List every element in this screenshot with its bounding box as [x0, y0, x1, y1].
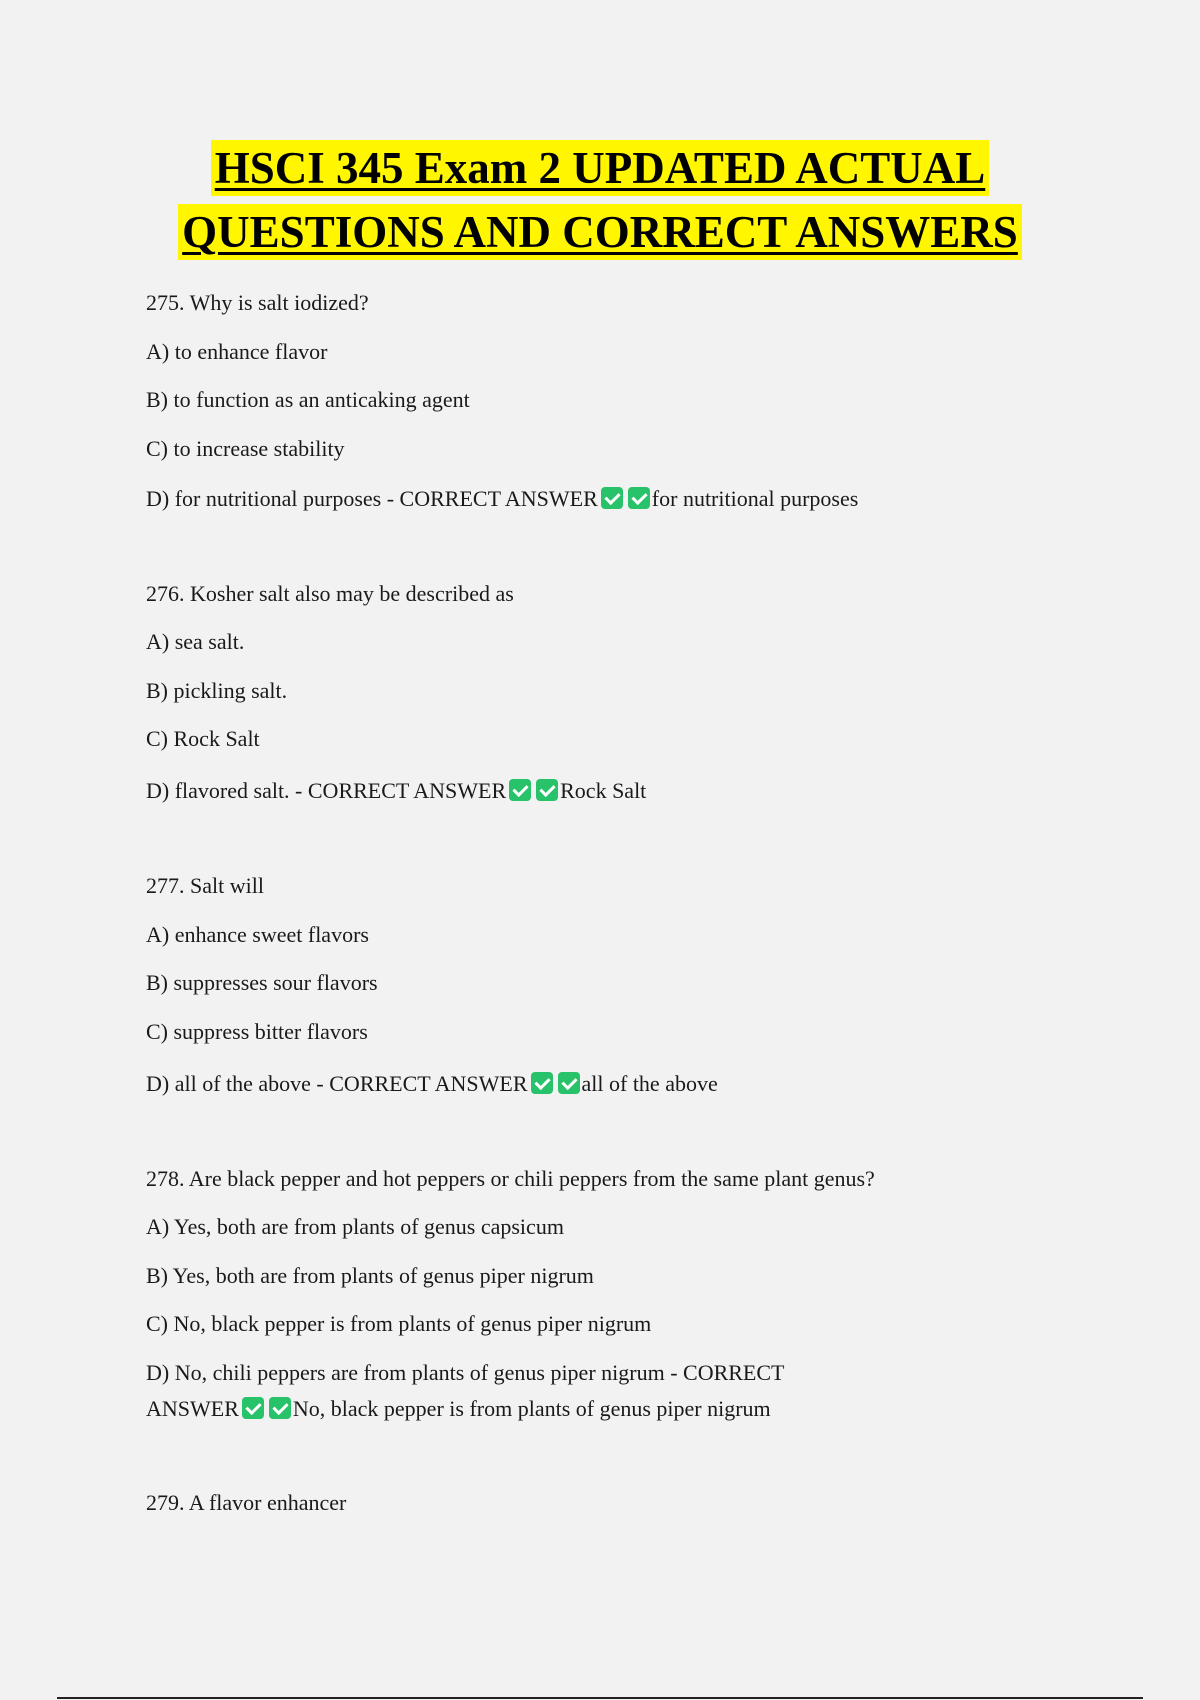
- checkmark-box-icon: [628, 487, 650, 509]
- checkmark-box-icon: [269, 1397, 291, 1419]
- option-a: A) to enhance flavor: [146, 338, 328, 364]
- option-d-answer: [146, 777, 1046, 805]
- option-b: B) Yes, both are from plants of genus piper nigrum: [146, 1262, 594, 1288]
- option-c: C) Rock Salt: [146, 726, 260, 751]
- option-a: A) Yes, both are from plants of genus capsicum: [146, 1214, 564, 1239]
- checkmark-box-icon: [558, 1072, 580, 1094]
- title-line-1: HSCI 345 Exam 2 UPDATED ACTUAL: [211, 140, 990, 196]
- checkmark-box-icon: [509, 779, 531, 801]
- option-a: A) sea salt.: [146, 629, 245, 654]
- question-prompt: 275. Why is salt iodized?: [146, 290, 369, 315]
- correct-answer: for nutritional purposes: [651, 485, 859, 511]
- question-276: [146, 580, 1046, 806]
- question-prompt: 278. Are black pepper and hot peppers or chili peppers from the same plant genus?: [146, 1165, 875, 1191]
- option-b: B) to function as an anticaking agent: [146, 387, 470, 412]
- option-c: C) to increase stability: [146, 435, 345, 461]
- option-d-answer: [146, 485, 1046, 513]
- correct-answer: No, black pepper is from plants of genus piper nigrum: [292, 1395, 771, 1421]
- option-d: D) No, chili peppers are from plants of genus piper nigrum - CORRECT: [146, 1359, 785, 1385]
- question-277: [146, 872, 1046, 1098]
- question-prompt: 276. Kosher salt also may be described as: [146, 580, 514, 606]
- option-a: A) enhance sweet flavors: [146, 921, 369, 947]
- option-b: B) suppresses sour flavors: [146, 970, 378, 995]
- option-d-continued: ANSWER: [146, 1395, 239, 1421]
- checkmark-box-icon: [536, 779, 558, 801]
- checkmark-box-icon: [601, 487, 623, 509]
- option-c: C) No, black pepper is from plants of genus piper nigrum: [146, 1311, 652, 1336]
- option-d-answer: [146, 1070, 1046, 1098]
- question-278: [146, 1165, 1046, 1423]
- option-d: D) flavored salt. - CORRECT ANSWER: [146, 778, 507, 803]
- title-line-2: QUESTIONS AND CORRECT ANSWERS: [178, 204, 1022, 260]
- document-title: [0, 140, 1200, 260]
- correct-answer: all of the above: [581, 1070, 718, 1096]
- option-b: B) pickling salt.: [146, 677, 288, 703]
- question-list: [146, 289, 1046, 1569]
- checkmark-box-icon: [242, 1397, 264, 1419]
- footer-divider: [57, 1697, 1143, 1699]
- option-c: C) suppress bitter flavors: [146, 1018, 368, 1044]
- checkmark-box-icon: [531, 1072, 553, 1094]
- question-prompt: 279. A flavor enhancer: [146, 1489, 347, 1515]
- question-prompt: 277. Salt will: [146, 873, 264, 898]
- question-279: [146, 1489, 1046, 1517]
- option-d: D) all of the above - CORRECT ANSWER: [146, 1070, 528, 1096]
- option-d-answer: [146, 1395, 1046, 1423]
- correct-answer: Rock Salt: [560, 778, 647, 803]
- question-275: [146, 289, 1046, 513]
- option-d: D) for nutritional purposes - CORRECT ANSWER: [146, 485, 598, 511]
